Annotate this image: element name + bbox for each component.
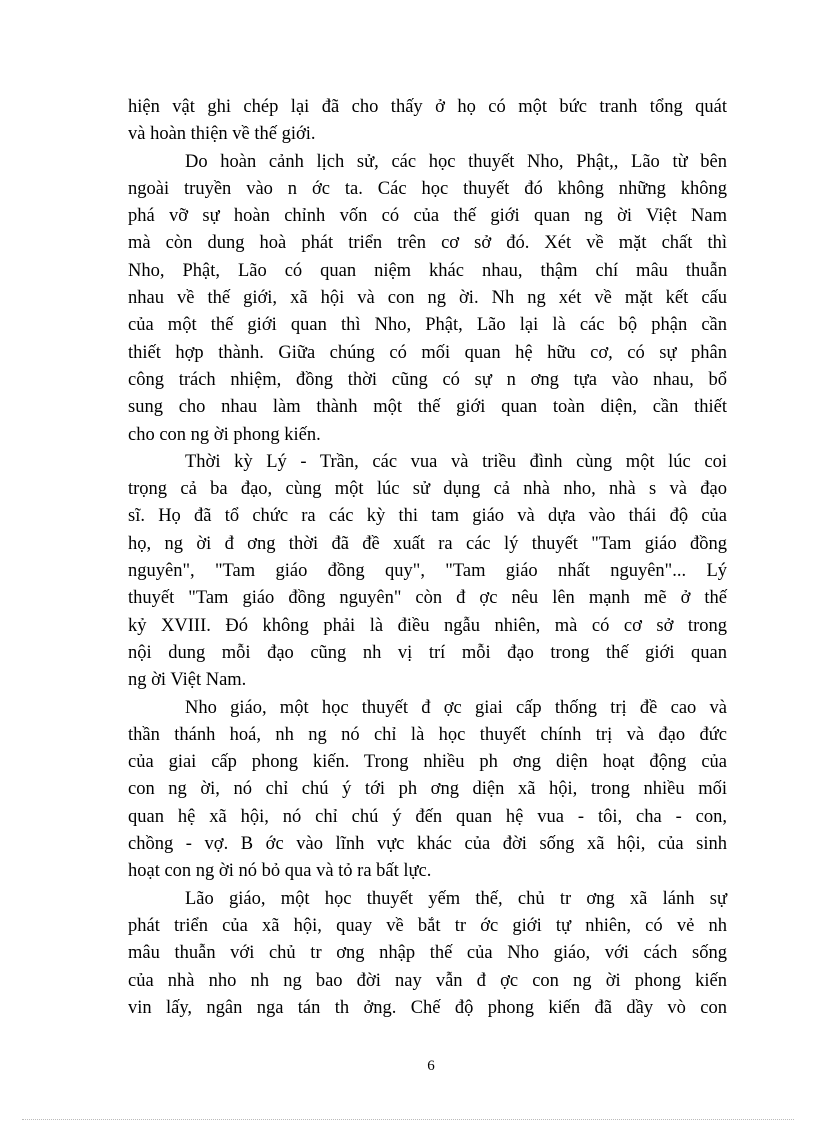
text-line: hiện vật ghi chép lại đã cho thấy ở họ có một bức tranh tổng quát (128, 97, 727, 117)
text-line: phá vỡ sự hoàn chỉnh vốn có của thế giới quan ng ời Việt Nam (128, 206, 727, 227)
text-line: công trách nhiệm, đồng thời cũng có sự n ơng tựa vào nhau, bổ (128, 369, 727, 390)
paragraph (128, 886, 727, 1022)
text-line: con ng ời, nó chỉ chú ý tới ph ơng diện xã hội, trong nhiều mối (128, 779, 727, 800)
paragraph (128, 695, 727, 886)
text-line: và hoàn thiện về thế giới. (128, 124, 316, 145)
page-number: 6 (427, 1058, 435, 1074)
text-line: ngoài truyền vào n ớc ta. Các học thuyết đó không những không (128, 178, 727, 199)
text-line: nguyên", "Tam giáo đồng quy", "Tam giáo nhất nguyên"... Lý (128, 561, 727, 582)
text-line: chồng - vợ. B ớc vào lĩnh vực khác của đời sống xã hội, của sinh (128, 834, 727, 855)
text-line: mâu thuẫn với chủ tr ơng nhập thế của Nho giáo, với cách sống (128, 943, 727, 964)
paragraph (128, 449, 727, 695)
text-line: Nho giáo, một học thuyết đ ợc giai cấp thống trị đề cao và (185, 697, 727, 718)
text-line: trọng cả ba đạo, cùng một lúc sử dụng cả nhà nho, nhà s và đạo (128, 479, 727, 500)
paragraph (128, 149, 727, 449)
text-line: hoạt con ng ời nó bỏ qua và tỏ ra bất lực. (128, 861, 432, 882)
text-line: thần thánh hoá, nh ng nó chỉ là học thuyết chính trị và đạo đức (128, 724, 727, 745)
text-line: của giai cấp phong kiến. Trong nhiều ph ơng diện hoạt động của (128, 752, 727, 773)
text-line: sĩ. Họ đã tổ chức ra các kỳ thi tam giáo và dựa vào thái độ của (128, 506, 727, 527)
document-body (128, 94, 727, 1022)
text-line: Thời kỳ Lý - Trần, các vua và triều đình cùng một lúc coi (185, 451, 727, 472)
text-line: thuyết "Tam giáo đồng nguyên" còn đ ợc nêu lên mạnh mẽ ở thế (128, 588, 727, 609)
paragraph (128, 94, 727, 149)
text-line: của một thế giới quan thì Nho, Phật, Lão lại là các bộ phận cần (128, 315, 727, 336)
text-line: quan hệ xã hội, nó chỉ chú ý đến quan hệ vua - tôi, cha - con, (128, 806, 727, 827)
text-line: vin lấy, ngân nga tán th ởng. Chế độ phong kiến đã dầy vò con (128, 997, 727, 1018)
text-line: Lão giáo, một học thuyết yếm thế, chủ tr ơng xã lánh sự (185, 888, 727, 909)
text-line: Do hoàn cảnh lịch sử, các học thuyết Nho, Phật,, Lão từ bên (185, 151, 727, 172)
text-line: nội dung mỗi đạo cũng nh vị trí mỗi đạo trong thế giới quan (128, 642, 727, 663)
text-line: mà còn dung hoà phát triển trên cơ sở đó. Xét về mặt chất thì (128, 233, 727, 254)
page-bottom-divider (22, 1119, 794, 1120)
text-line: sung cho nhau làm thành một thế giới quan toàn diện, cần thiết (128, 397, 727, 418)
text-line: ng ời Việt Nam. (128, 670, 247, 691)
text-line: kỷ XVIII. Đó không phải là điều ngẫu nhiên, mà có cơ sở trong (128, 615, 727, 636)
text-line: của nhà nho nh ng bao đời nay vẫn đ ợc con ng ời phong kiến (128, 970, 727, 991)
text-line: cho con ng ời phong kiến. (128, 424, 321, 445)
text-line: Nho, Phật, Lão có quan niệm khác nhau, thậm chí mâu thuẫn (128, 260, 727, 281)
text-line: nhau về thế giới, xã hội và con ng ời. Nh ng xét về mặt kết cấu (128, 288, 727, 309)
text-line: thiết hợp thành. Giữa chúng có mối quan hệ hữu cơ, có sự phân (128, 342, 727, 363)
text-line: họ, ng ời đ ơng thời đã đề xuất ra các lý thuyết "Tam giáo đồng (128, 533, 727, 554)
text-line: phát triển của xã hội, quay về bắt tr ớc giới tự nhiên, có vẻ nh (128, 915, 727, 936)
